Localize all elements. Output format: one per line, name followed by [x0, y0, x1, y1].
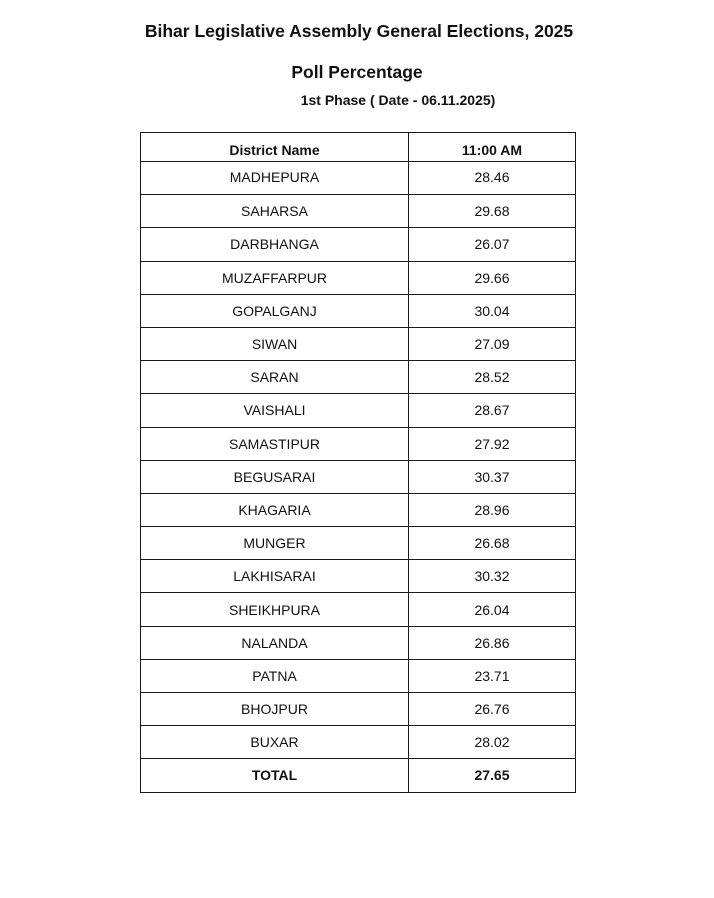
- poll-value-cell: 27.92: [409, 427, 576, 460]
- poll-value-cell: 30.37: [409, 460, 576, 493]
- district-name-cell: MUZAFFARPUR: [141, 261, 409, 294]
- table-row: [141, 693, 576, 726]
- poll-value-cell: 28.52: [409, 361, 576, 394]
- district-name-cell: BHOJPUR: [141, 693, 409, 726]
- table-body: [141, 162, 576, 793]
- table-row: [141, 294, 576, 327]
- district-name-cell: MUNGER: [141, 527, 409, 560]
- table-row: [141, 162, 576, 195]
- column-header-district: District Name: [141, 133, 409, 162]
- table-row: [141, 361, 576, 394]
- poll-value-cell: 26.07: [409, 228, 576, 261]
- district-name-cell: MADHEPURA: [141, 162, 409, 195]
- table-row: [141, 195, 576, 228]
- district-name-cell: SIWAN: [141, 327, 409, 360]
- phase-date-label: 1st Phase ( Date - 06.11.2025): [300, 92, 496, 108]
- poll-value-cell: 26.86: [409, 626, 576, 659]
- district-name-cell: BEGUSARAI: [141, 460, 409, 493]
- poll-value-cell: 23.71: [409, 659, 576, 692]
- poll-value-cell: 26.04: [409, 593, 576, 626]
- poll-value-cell: 30.04: [409, 294, 576, 327]
- table-row: [141, 394, 576, 427]
- total-value-cell: 27.65: [409, 759, 576, 792]
- total-label-cell: TOTAL: [141, 759, 409, 792]
- district-name-cell: GOPALGANJ: [141, 294, 409, 327]
- table-row: [141, 228, 576, 261]
- table-row: [141, 327, 576, 360]
- table-row: [141, 626, 576, 659]
- total-row: [141, 759, 576, 792]
- district-name-cell: SAMASTIPUR: [141, 427, 409, 460]
- district-name-cell: NALANDA: [141, 626, 409, 659]
- poll-value-cell: 26.68: [409, 527, 576, 560]
- district-name-cell: VAISHALI: [141, 394, 409, 427]
- column-header-time: 11:00 AM: [409, 133, 576, 162]
- table-row: [141, 659, 576, 692]
- district-name-cell: BUXAR: [141, 726, 409, 759]
- poll-value-cell: 27.09: [409, 327, 576, 360]
- table-header-row: [141, 133, 576, 162]
- poll-percentage-table: [140, 132, 576, 793]
- poll-value-cell: 29.66: [409, 261, 576, 294]
- document-subtitle: Poll Percentage: [291, 62, 423, 82]
- district-name-cell: SHEIKHPURA: [141, 593, 409, 626]
- district-name-cell: SARAN: [141, 361, 409, 394]
- table-row: [141, 261, 576, 294]
- table-row: [141, 527, 576, 560]
- table-row: [141, 726, 576, 759]
- district-name-cell: LAKHISARAI: [141, 560, 409, 593]
- table-row: [141, 460, 576, 493]
- poll-value-cell: 28.02: [409, 726, 576, 759]
- poll-value-cell: 30.32: [409, 560, 576, 593]
- table-row: [141, 560, 576, 593]
- poll-value-cell: 29.68: [409, 195, 576, 228]
- district-name-cell: KHAGARIA: [141, 493, 409, 526]
- table-row: [141, 593, 576, 626]
- district-name-cell: DARBHANGA: [141, 228, 409, 261]
- table-row: [141, 493, 576, 526]
- poll-value-cell: 28.67: [409, 394, 576, 427]
- poll-value-cell: 26.76: [409, 693, 576, 726]
- district-name-cell: PATNA: [141, 659, 409, 692]
- district-name-cell: SAHARSA: [141, 195, 409, 228]
- poll-value-cell: 28.46: [409, 162, 576, 195]
- table-row: [141, 427, 576, 460]
- document-title: Bihar Legislative Assembly General Elections, 2025: [144, 21, 574, 41]
- poll-value-cell: 28.96: [409, 493, 576, 526]
